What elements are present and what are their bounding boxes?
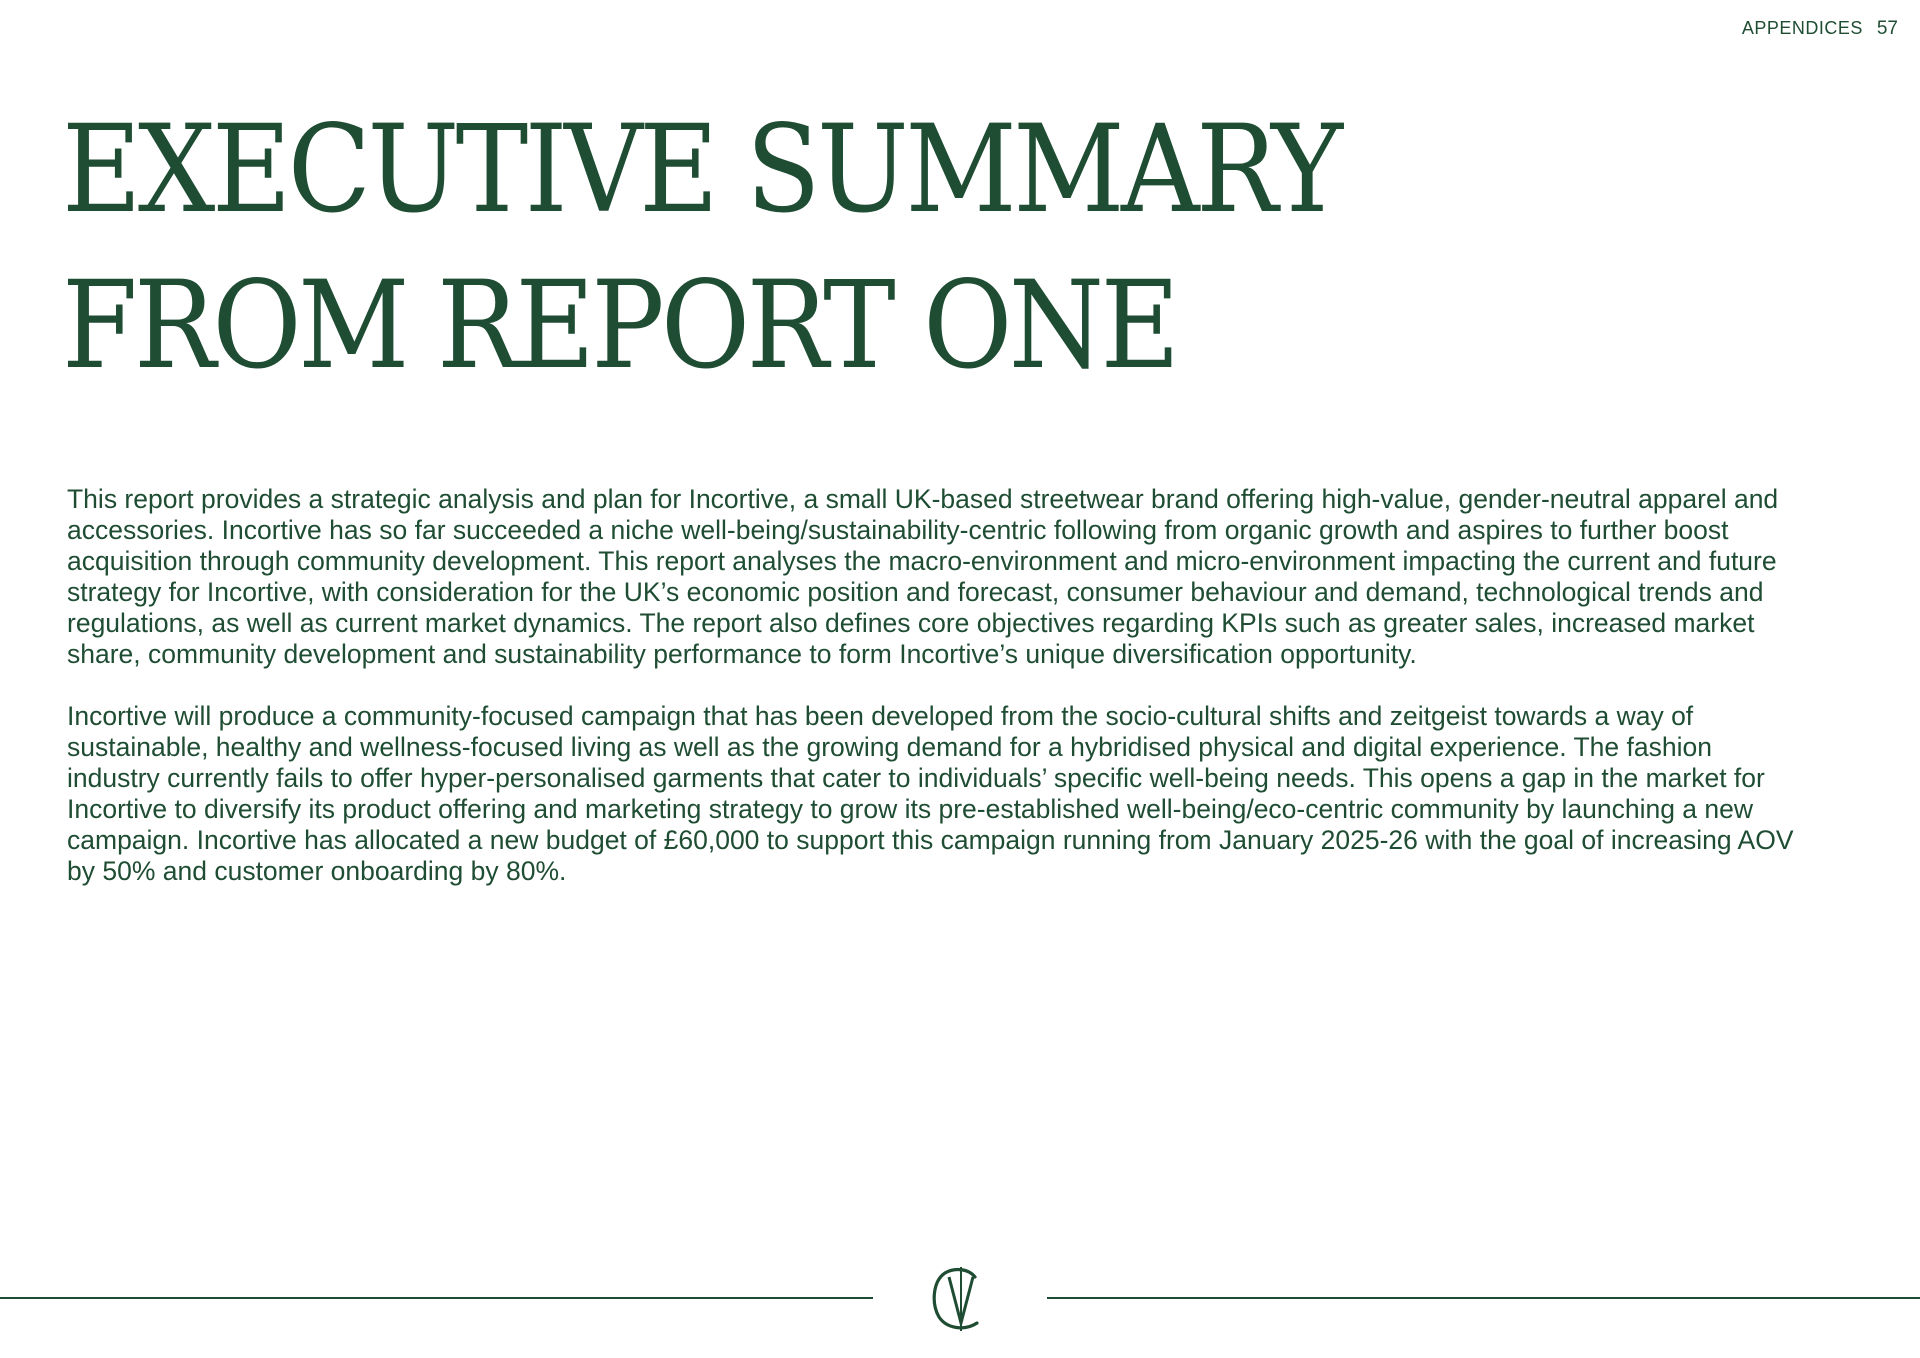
section-label: APPENDICES	[1741, 18, 1863, 38]
footer-divider-right	[1047, 1297, 1920, 1299]
cv-monogram-icon	[925, 1263, 995, 1335]
page-number: 57	[1876, 18, 1898, 39]
page-title: EXECUTIVE SUMMARY FROM REPORT ONE	[62, 99, 1340, 396]
summary-paragraph: Incortive will produce a community-focused campaign that has been developed from the socio-cultural shifts and zeitgeist towards a way of sustainable, healthy and wellness-focused living as well as the growing demand for a hybridised physical and digital experience. The fashion industry currently fails to offer hyper-personalised garments that cater to individuals’ specific well-being needs. This opens a gap in the market for Incortive to diversify its product offering and marketing strategy to grow its pre-established well-being/eco-centric community by launching a new campaign. Incortive has allocated a new budget of £60,000 to support this campaign running from January 2025-26 with the goal of increasing AOV by 50% and customer onboarding by 80%.	[67, 701, 1794, 886]
footer-divider-left	[0, 1297, 873, 1299]
summary-paragraph: This report provides a strategic analysis and plan for Incortive, a small UK-based streetwear brand offering high-value, gender-neutral apparel and accessories. Incortive has so far succeeded a niche well-being/sustainability-centric following from organic growth and aspires to further boost acquisition through community development. This report analyses the macro-environment and micro-environment impacting the current and future strategy for Incortive, with consideration for the UK’s economic position and forecast, consumer behaviour and demand, technological trends and regulations, as well as current market dynamics. The report also defines core objectives regarding KPIs such as greater sales, increased market share, community development and sustainability performance to form Incortive’s unique diversification opportunity.	[67, 484, 1779, 669]
running-header	[1742, 18, 1898, 40]
summary-body	[67, 484, 1807, 918]
